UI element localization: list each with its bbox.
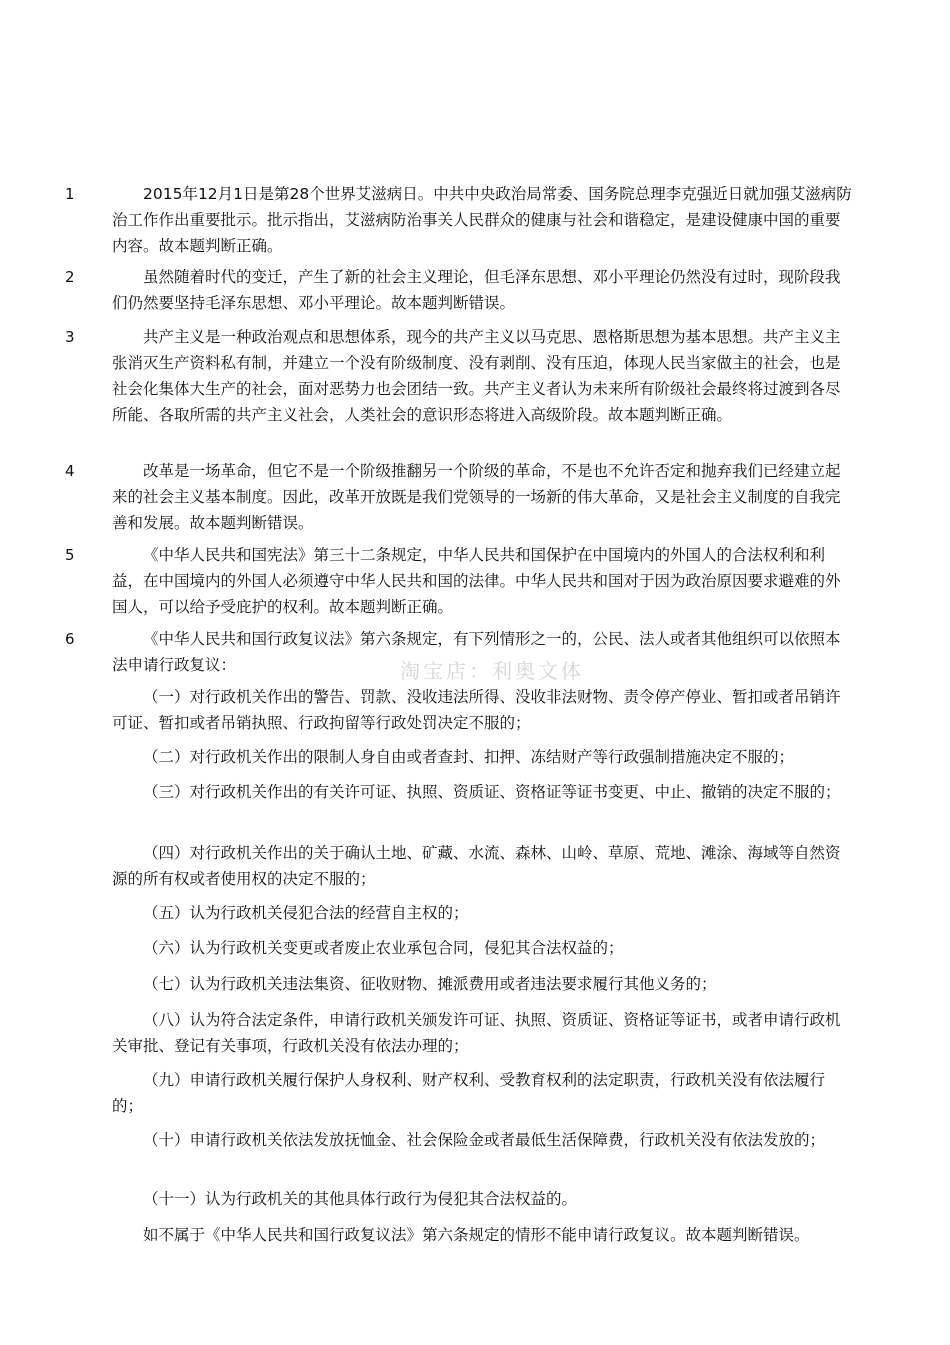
conclusion-paragraph: 如不属于《中华人民共和国行政复议法》第六条规定的情形不能申请行政复议。故本题判断错误。: [143, 1226, 810, 1244]
item-number: 1: [65, 185, 75, 203]
item-number: 3: [65, 328, 75, 346]
explanation-paragraph: 改革是一场革命，但它不是一个阶级推翻另一个阶级的革命，不是也不允许否定和抛弃我们已经建立起来的社会主义基本制度。因此，改革开放既是我们党领导的一场新的伟大革命，又是社会主义制度的自我完善和发展。故本题判断错误。: [112, 462, 841, 532]
clause-paragraph: （八）认为符合法定条件，申请行政机关颁发许可证、执照、资质证、资格证等证书，或者申请行政机关审批、登记有关事项，行政机关没有依法办理的；: [112, 1011, 841, 1055]
explanation-paragraph: 2015年12月1日是第28个世界艾滋病日。中共中央政治局常委、国务院总理李克强近日就加强艾滋病防治工作作出重要批示。批示指出，艾滋病防治事关人民群众的健康与社会和谐稳定，是建设健康中国的重要内容。故本题判断正确。: [112, 185, 852, 255]
explanation-paragraph: 虽然随着时代的变迁，产生了新的社会主义理论，但毛泽东思想、邓小平理论仍然没有过时，现阶段我们仍然要坚持毛泽东思想、邓小平理论。故本题判断错误。: [112, 268, 841, 312]
item-number: 4: [65, 462, 75, 480]
explanation-paragraph: 共产主义是一种政治观点和思想体系，现今的共产主义以马克思、恩格斯思想为基本思想。共产主义主张消灭生产资料私有制，并建立一个没有阶级制度、没有剥削、没有压迫，体现人民当家做主的社会，也是社会化集体大生产的社会，面对恶势力也会团结一致。共产主义者认为未来所有阶级社会最终将过渡到各尽所能、各取所需的共产主义社会，人类社会的意识形态将进入高级阶段。故本题判断正确。: [112, 328, 841, 424]
clause-paragraph: （十一）认为行政机关的其他具体行政行为侵犯其合法权益的。: [143, 1190, 578, 1208]
explanation-paragraph: 《中华人民共和国行政复议法》第六条规定，有下列情形之一的，公民、法人或者其他组织可以依照本法申请行政复议：: [112, 630, 841, 674]
item-number: 6: [65, 630, 75, 648]
item-number: 5: [65, 546, 75, 564]
clause-paragraph: （一）对行政机关作出的警告、罚款、没收违法所得、没收非法财物、责令停产停业、暂扣或者吊销许可证、暂扣或者吊销执照、行政拘留等行政处罚决定不服的；: [112, 688, 841, 732]
clause-paragraph: （二）对行政机关作出的限制人身自由或者查封、扣押、冻结财产等行政强制措施决定不服的；: [143, 748, 795, 766]
clause-paragraph: （六）认为行政机关变更或者废止农业承包合同，侵犯其合法权益的；: [143, 939, 624, 957]
clause-paragraph: （九）申请行政机关履行保护人身权利、财产权利、受教育权利的法定职责，行政机关没有依法履行的；: [112, 1071, 826, 1115]
clause-paragraph: （三）对行政机关作出的有关许可证、执照、资质证、资格证等证书变更、中止、撤销的决定不服的；: [143, 783, 841, 801]
clause-paragraph: （四）对行政机关作出的关于确认土地、矿藏、水流、森林、山岭、草原、荒地、滩涂、海域等自然资源的所有权或者使用权的决定不服的；: [112, 844, 841, 888]
clause-paragraph: （五）认为行政机关侵犯合法的经营自主权的；: [143, 904, 469, 922]
item-number: 2: [65, 268, 75, 286]
clause-paragraph: （七）认为行政机关违法集资、征收财物、摊派费用或者违法要求履行其他义务的；: [143, 975, 717, 993]
explanation-paragraph: 《中华人民共和国宪法》第三十二条规定，中华人民共和国保护在中国境内的外国人的合法权利和利益，在中国境内的外国人必须遵守中华人民共和国的法律。中华人民共和国对于因为政治原因要求避难的外国人，可以给予受庇护的权利。故本题判断正确。: [112, 546, 841, 616]
clause-paragraph: （十）申请行政机关依法发放抚恤金、社会保险金或者最低生活保障费，行政机关没有依法发放的；: [143, 1131, 826, 1149]
watermark-text: 淘宝店：利奥文体: [400, 659, 584, 683]
